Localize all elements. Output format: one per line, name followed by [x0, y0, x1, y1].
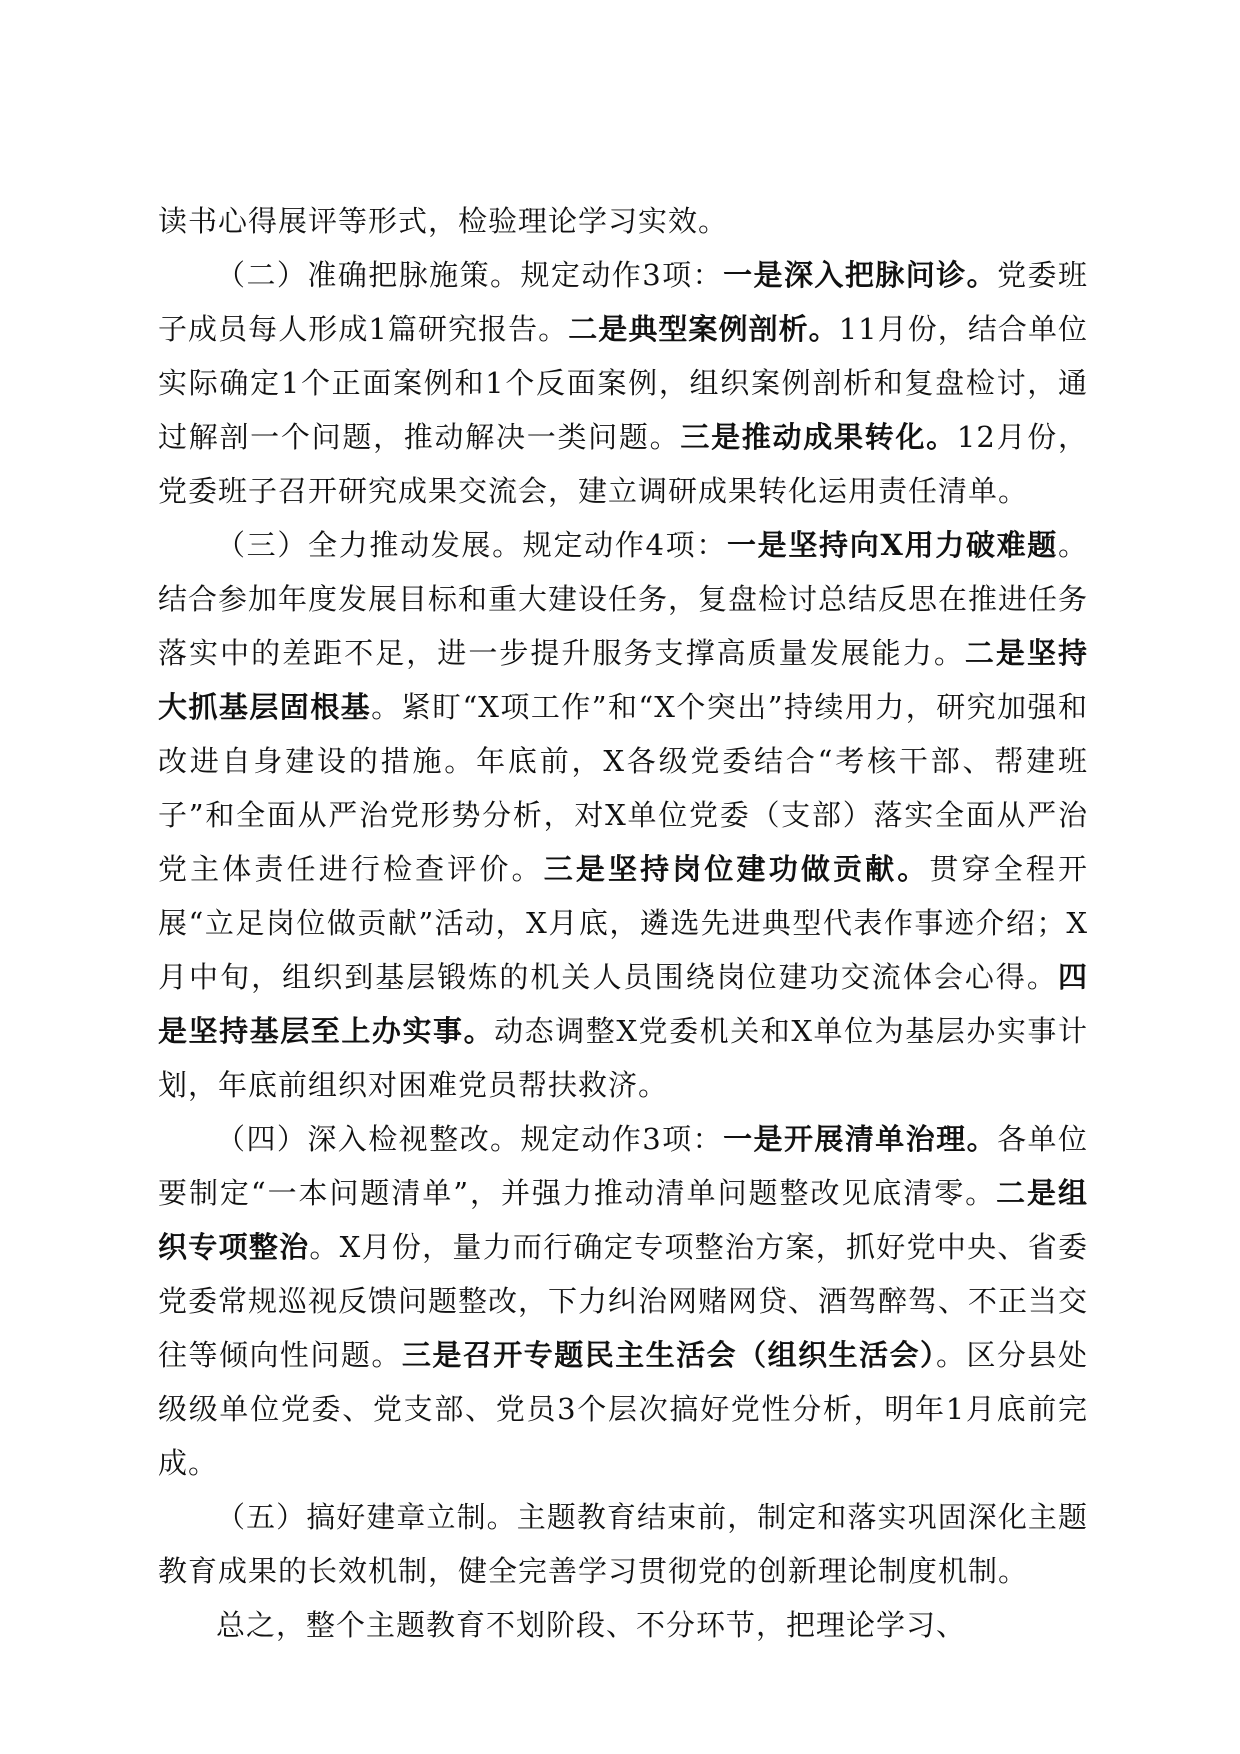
paragraph-4-text-c: 。区分县处级级单位党委、党支部、党员3个层次搞好党性分析，明年1月底前完成。 [158, 1338, 1088, 1480]
bold-heading-practical: 四是坚持基层至上办实事。 [158, 960, 1088, 1048]
paragraph-3-lead: （三）全力推动发展。规定动作4项： [216, 528, 727, 562]
bold-heading-checklist: 一是开展清单治理。 [723, 1122, 998, 1156]
paragraph-4-lead: （四）深入检视整改。规定动作3项： [216, 1122, 724, 1156]
bold-heading-grassroots: 二是坚持大抓基层固根基 [158, 636, 1088, 724]
paragraph-3-text-c: 贯穿全程开展“立足岗位做贡献”活动，X月底，遴选先进典型代表作事迹介绍；X月中旬，组织到基层锻炼的机关人员围绕岗位建功交流体会心得。 [158, 852, 1088, 994]
paragraph-2-text-b: 11月份，结合单位实际确定1个正面案例和1个反面案例，组织案例剖析和复盘检讨，通过解剖一个问题，推动解决一类问题。 [158, 312, 1088, 454]
paragraph-2-text-c: 12月份，党委班子召开研究成果交流会，建立调研成果转化运用责任清单。 [158, 420, 1088, 508]
paragraph-4-text-b: 。X月份，量力而行确定专项整治方案，抓好党中央、省委党委常规巡视反馈问题整改，下力纠治网赌网贷、酒驾醉驾、不正当交往等倾向性问题。 [158, 1230, 1089, 1372]
paragraph-1 [158, 194, 1088, 248]
paragraph-2-lead: （二）准确把脉施策。规定动作3项： [216, 258, 724, 292]
paragraph-4-text-a: 各单位要制定“一本问题清单”，并强力推动清单问题整改见底清零。 [158, 1122, 1088, 1210]
bold-heading-bamai: 一是深入把脉问诊。 [723, 258, 998, 292]
bold-heading-transform: 三是推动成果转化。 [680, 420, 957, 454]
paragraph-5-text: （五）搞好建章立制。主题教育结束前，制定和落实巩固深化主题教育成果的长效机制，健全完善学习贯彻党的创新理论制度机制。 [158, 1500, 1088, 1588]
paragraph-2-text-a: 党委班子成员每人形成1篇研究报告。 [158, 258, 1088, 346]
paragraph-2 [158, 248, 1088, 518]
paragraph-3-text-b: 。紧盯“X项工作”和“X个突出”持续用力，研究加强和改进自身建设的措施。年底前，X各级党委结合“考核干部、帮建班子”和全面从严治党形势分析，对X单位党委（支部）落实全面从严治党主体责任进行检查评价。 [158, 690, 1088, 886]
paragraph-5 [158, 1490, 1088, 1598]
paragraph-3-text-a: 。结合参加年度发展目标和重大建设任务，复盘检讨总结反思在推进任务落实中的差距不足，进一步提升服务支撑高质量发展能力。 [158, 528, 1089, 670]
paragraph-3-text-d: 动态调整X党委机关和X单位为基层办实事计划，年底前组织对困难党员帮扶救济。 [158, 1014, 1088, 1102]
paragraph-3 [158, 518, 1088, 1112]
paragraph-4 [158, 1112, 1088, 1490]
document-body [158, 194, 1088, 1652]
bold-heading-special: 二是组织专项整治 [158, 1176, 1088, 1264]
bold-heading-breakthrough: 一是坚持向X用力破难题 [727, 528, 1058, 562]
bold-heading-post: 三是坚持岗位建功做贡献。 [543, 852, 930, 886]
bold-heading-case: 二是典型案例剖析。 [568, 312, 839, 346]
bold-heading-meeting: 三是召开专题民主生活会（组织生活会） [401, 1338, 937, 1372]
paragraph-6 [158, 1598, 1088, 1652]
paragraph-6-text: 总之，整个主题教育不划阶段、不分环节，把理论学习、 [216, 1608, 967, 1642]
paragraph-1-text: 读书心得展评等形式，检验理论学习实效。 [158, 204, 729, 238]
